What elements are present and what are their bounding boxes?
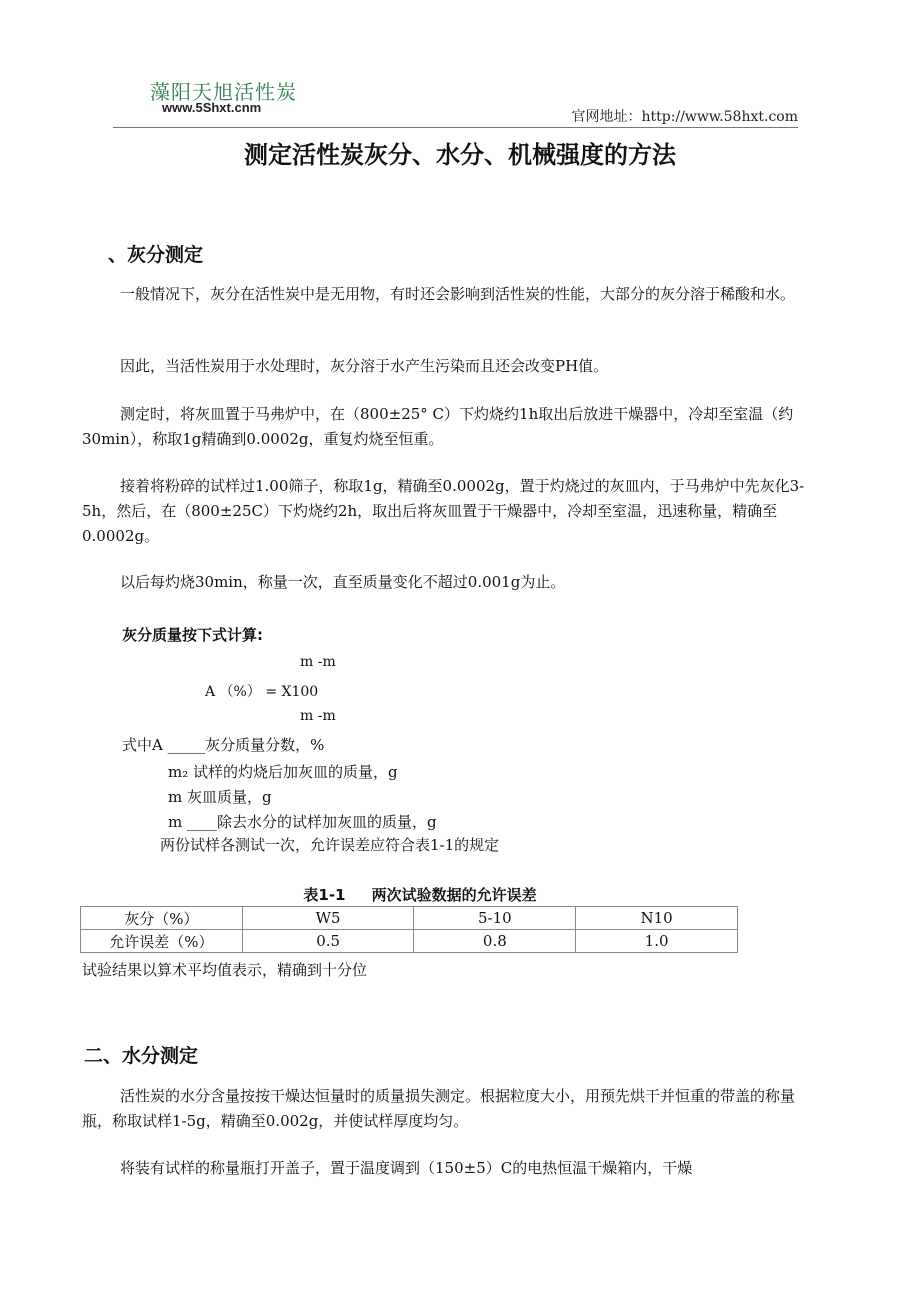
- definition-m2: m₂ 试样的灼烧后加灰皿的质量，g: [168, 763, 398, 781]
- paragraph-ash-5: 以后每灼烧30min，称量一次，直至质量变化不超过0.001g为止。: [120, 573, 566, 591]
- definition-A: 式中A _____灰分质量分数，%: [122, 736, 325, 754]
- definition-note: 两份试样各测试一次，允许误差应符合表1-1的规定: [160, 836, 500, 854]
- table-row: [81, 930, 738, 953]
- table-cell: N10: [576, 907, 738, 930]
- table-cell: 0.8: [414, 930, 576, 953]
- formula-numerator: m -m: [300, 654, 336, 670]
- section-heading-moisture: 二、水分测定: [84, 1045, 199, 1067]
- official-site-url: 官网地址：http://www.58hxt.com: [571, 109, 798, 125]
- formula-main: A （%） = X100: [205, 684, 319, 700]
- header-divider: [113, 127, 798, 128]
- table-caption: 表1-1 两次试验数据的允许误差: [303, 886, 537, 904]
- allowed-error-table: [80, 906, 738, 953]
- table-cell: 允许误差（%）: [81, 930, 243, 953]
- paragraph-ash-2: 因此，当活性炭用于水处理时，灰分溶于水产生污染而且还会改变PH值。: [120, 357, 609, 375]
- result-note: 试验结果以算术平均值表示，精确到十分位: [82, 961, 368, 979]
- formula-intro: 灰分质量按下式计算:: [122, 626, 263, 644]
- table-row: [81, 907, 738, 930]
- formula-denominator: m -m: [300, 708, 336, 724]
- table-cell: 灰分（%）: [81, 907, 243, 930]
- table-cell: W5: [242, 907, 414, 930]
- table-cell: 5-10: [414, 907, 576, 930]
- definition-m: m ____除去水分的试样加灰皿的质量，g: [168, 813, 437, 831]
- section-heading-ash: 、灰分测定: [108, 244, 204, 266]
- paragraph-moisture-1: 活性炭的水分含量按按干燥达恒量时的质量损失测定。根据粒度大小，用预先烘干并恒重的带盖的称量瓶，称取试样1-5g，精确至0.002g，并使试样厚度均匀。: [82, 1087, 796, 1130]
- table-cell: 0.5: [242, 930, 414, 953]
- definition-m1: m 灰皿质量，g: [168, 788, 272, 806]
- company-logo-url: www.5Shxt.cnm: [162, 100, 262, 115]
- paragraph-ash-4: 接着将粉碎的试样过1.00筛子，称取1g，精确至0.0002g，置于灼烧过的灰皿内，于马弗炉中先灰化3-5h，然后，在（800±25C）下灼烧约2h，取出后将灰皿置于干燥器中，冷却至室温，迅速称量，精确至0.0002g。: [82, 477, 805, 545]
- company-logo-name: 藻阳天旭活性炭: [150, 80, 297, 104]
- paragraph-moisture-2: 将装有试样的称量瓶打开盖子，置于温度调到（150±5）C的电热恒温干燥箱内，干燥: [120, 1159, 693, 1177]
- paragraph-ash-1: 一般情况下，灰分在活性炭中是无用物，有时还会影响到活性炭的性能，大部分的灰分溶于稀酸和水。: [120, 285, 796, 303]
- document-title: 测定活性炭灰分、水分、机械强度的方法: [244, 141, 676, 169]
- table-cell: 1.0: [576, 930, 738, 953]
- paragraph-ash-3: 测定时，将灰皿置于马弗炉中，在（800±25° C）下灼烧约1h取出后放进干燥器中，冷却至室温（约30min），称取1g精确到0.0002g，重复灼烧至恒重。: [82, 405, 794, 448]
